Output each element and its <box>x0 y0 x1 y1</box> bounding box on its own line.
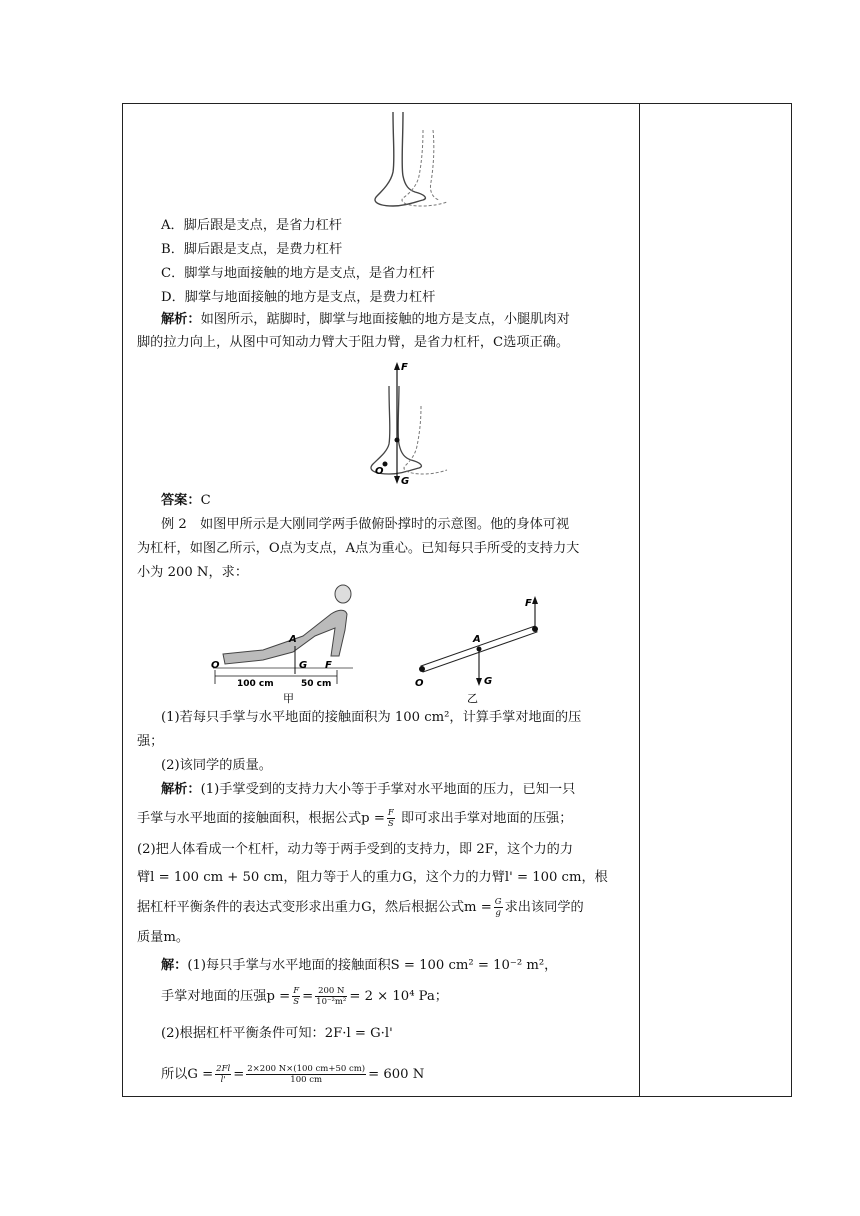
answer-value: C <box>200 493 211 508</box>
force-G-arrowhead <box>476 678 482 686</box>
label-G: G <box>484 676 493 687</box>
caption-jia: 甲 <box>283 692 294 704</box>
shifted-foot-dashed <box>402 130 447 206</box>
question1-line1: (1)若每只手掌与水平地面的接触面积为 100 cm²，计算手掌对地面的压 <box>161 710 582 725</box>
solution-line3: (2)根据杠杆平衡条件可知：2F·l = G·l' <box>161 1026 393 1041</box>
foot-diagram-2 <box>361 356 451 488</box>
label-A: A <box>473 634 481 645</box>
fraction-F-S: $\frac{F}{S}$ <box>293 986 300 1007</box>
fulcrum-O-label: O <box>375 466 384 477</box>
force-F-arrowhead <box>394 362 400 370</box>
analysis2-line2: 手掌与水平地面的接触面积，根据公式p = $\frac{F}{S}$ 即可求出手掌对地面的压强； <box>137 808 573 829</box>
body <box>223 610 347 664</box>
foot-outline <box>371 386 421 474</box>
foot-diagram-1 <box>343 110 453 216</box>
question2: (2)该同学的质量。 <box>161 758 272 773</box>
question1-line2: 强； <box>137 734 164 749</box>
label-O: O <box>415 678 424 689</box>
analysis2-line6: 质量m。 <box>137 930 190 945</box>
analysis2-line4: 臂l = 100 cm + 50 cm，阻力等于人的重力G，这个力的力臂l' = 100 cm，根 <box>137 870 608 885</box>
shifted-foot-dashed <box>404 406 447 474</box>
solution-line2: 手掌对地面的压强p = $\frac{F}{S}$ = $\frac{200 N}{\text{10⁻²m²}}$ = 2 × 10⁴ Pa； <box>161 986 448 1007</box>
force-F-label: F <box>401 362 408 373</box>
answer-label: 答案： <box>161 493 201 508</box>
analysis2-line5: 据杠杆平衡条件的表达式变形求出重力G，然后根据公式m = $\frac{G}{g}$ 求出该同学的 <box>137 897 584 918</box>
analysis2-label: 解析： <box>161 782 201 797</box>
column-divider <box>639 104 640 1096</box>
dim-50cm: 50 cm <box>301 679 332 689</box>
force-F-arrowhead <box>532 596 538 604</box>
caption-yi: 乙 <box>467 692 478 704</box>
label-O: O <box>211 660 220 671</box>
pushup-diagram <box>203 584 373 704</box>
analysis1-line1: 解析：如图所示，踮脚时，脚掌与地面接触的地方是支点，小腿肌肉对 <box>161 312 570 327</box>
force-G-label: G <box>401 476 410 487</box>
page-table <box>122 103 792 1097</box>
fraction-F-over-S: $\frac{F}{S}$ <box>387 808 394 829</box>
example2-line2: 为杠杆，如图乙所示，O点为支点，A点为重心。已知每只手所受的支持力大 <box>137 541 580 556</box>
answer-line <box>161 492 211 510</box>
analysis2-line3: (2)把人体看成一个杠杆，动力等于两手受到的支持力，即 2F，这个力的力 <box>137 842 574 857</box>
dim-100cm: 100 cm <box>237 679 274 689</box>
analysis2-line1: 解析：(1)手掌受到的支持力大小等于手掌对水平地面的压力，已知一只 <box>161 782 576 797</box>
analysis1-label: 解析： <box>161 312 201 327</box>
option-c: C．脚掌与地面接触的地方是支点，是省力杠杆 <box>161 266 435 281</box>
fraction-2Fl: $\frac{2Fl}{l'}$ <box>216 1064 231 1085</box>
label-G: G <box>299 660 308 671</box>
shifted-foot-dashed-2 <box>430 130 439 200</box>
option-b: B．脚后跟是支点，是费力杠杆 <box>161 242 343 257</box>
force-G-arrowhead <box>394 476 400 484</box>
option-a: A．脚后跟是支点，是省力杠杆 <box>161 218 342 233</box>
solution-line4: 所以G = $\frac{2Fl}{l'}$ = $\frac{2\times 200 N\times(100 cm+50 cm)}{100 cm}$ = 600 N <box>161 1064 425 1085</box>
solution-label: 解： <box>161 958 188 973</box>
label-A: A <box>289 634 297 645</box>
lever-diagram <box>401 584 541 704</box>
solution-line1: 解：(1)每只手掌与水平地面的接触面积S = 100 cm² = 10⁻² m²， <box>161 958 558 973</box>
main-content-cell <box>137 104 633 1096</box>
label-F: F <box>525 598 532 609</box>
example2-line1: 例 2 如图甲所示是大刚同学两手做俯卧撑时的示意图。他的身体可视 <box>161 517 570 532</box>
fraction-G-over-g: $\frac{G}{g}$ <box>494 897 502 918</box>
example2-line3: 小为 200 N，求： <box>137 565 249 580</box>
fraction-200N: $\frac{200 N}{\text{10⁻²m²}}$ <box>316 986 347 1007</box>
head <box>335 585 351 603</box>
analysis1-line2: 脚的拉力向上，从图中可知动力臂大于阻力臂，是省力杠杆，C选项正确。 <box>137 335 570 350</box>
option-d: D．脚掌与地面接触的地方是支点，是费力杠杆 <box>161 290 436 305</box>
end-O <box>419 666 425 672</box>
fraction-numeric: $\frac{2\times 200 N\times(100 cm+50 cm)}{100 cm}$ <box>247 1064 366 1085</box>
foot-outline <box>375 112 425 206</box>
label-F: F <box>325 660 332 671</box>
